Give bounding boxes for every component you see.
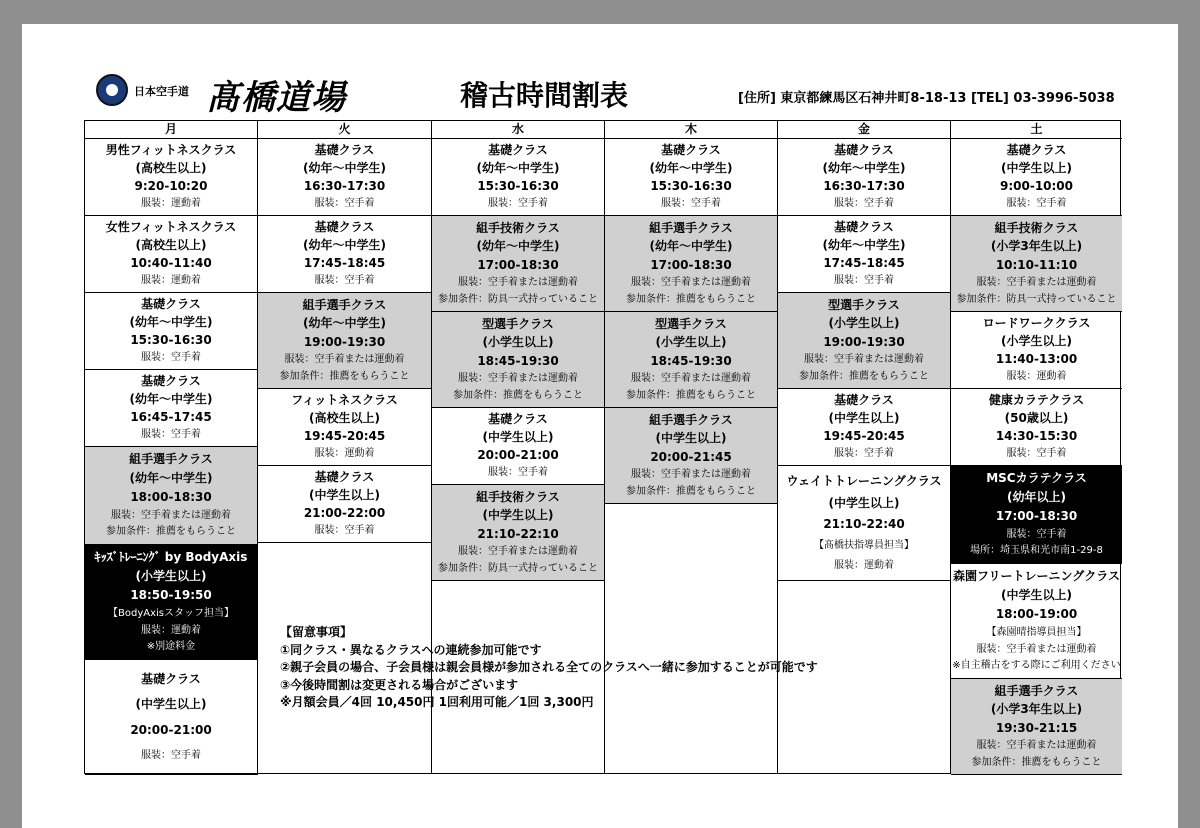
class-eligibility: (小学生以上): [655, 335, 727, 350]
class-name: 基礎クラス: [314, 220, 375, 235]
class-detail: 服装：空手着または運動着: [976, 277, 1097, 289]
class-name: 基礎クラス: [314, 143, 375, 158]
class-detail: 服装：空手着または運動着: [804, 354, 924, 366]
class-detail: 服装：空手着: [488, 467, 548, 479]
class-detail: 服装：空手着または運動着: [458, 373, 578, 385]
class-name: ロードワーククラス: [982, 316, 1091, 331]
class-time: 11:40-13:00: [995, 352, 1078, 367]
class-name: 型選手クラス: [655, 316, 727, 331]
note-item: ②親子会員の場合、子会員様は親会員様が参加される全てのクラスへ一緒に参加することが可能です: [280, 660, 818, 674]
class-detail: 参加条件：推薦をもらうこと: [453, 389, 583, 401]
class-time: 10:10-11:10: [995, 257, 1078, 272]
class-cell: [432, 408, 605, 485]
class-name: 型選手クラス: [482, 316, 554, 331]
class-detail: 参加条件：推薦をもらうこと: [626, 485, 756, 497]
class-eligibility: (高校生以上): [309, 411, 380, 426]
day-column: [85, 121, 258, 773]
class-cell: [258, 216, 432, 293]
class-time: 18:50-19:50: [130, 588, 212, 603]
class-time: 19:00-19:30: [823, 334, 905, 349]
day-header: 土: [951, 121, 1122, 139]
class-cell: [85, 370, 258, 447]
class-time: 15:30-16:30: [477, 179, 559, 194]
class-detail: 参加条件：防具一式持っていること: [438, 562, 598, 574]
class-detail: 服装：空手着または運動着: [976, 643, 1097, 655]
class-eligibility: (幼年～中学生): [129, 315, 213, 330]
class-time: 17:00-18:30: [477, 257, 559, 272]
class-cell: [951, 139, 1122, 216]
class-detail: 服装：運動着: [141, 275, 201, 287]
class-cell: [605, 216, 778, 312]
class-eligibility: (高校生以上): [135, 161, 207, 176]
class-cell: [432, 139, 605, 216]
class-name: ｷｯｽﾞﾄﾚｰﾆﾝｸﾞ by BodyAxis: [94, 550, 248, 565]
class-cell: [258, 466, 432, 543]
class-eligibility: (中学生以上): [135, 697, 207, 712]
class-eligibility: (幼年～中学生): [822, 238, 906, 253]
class-eligibility: (小学生以上): [482, 335, 554, 350]
class-name: 組手技術クラス: [476, 489, 560, 504]
class-cell: [951, 389, 1122, 466]
class-eligibility: (小学3年生以上): [990, 239, 1083, 254]
class-time: 19:00-19:30: [303, 334, 386, 349]
class-detail: 服装：空手着または運動着: [631, 373, 751, 385]
class-cell: [778, 389, 951, 466]
class-cell: [85, 139, 258, 216]
class-eligibility: (幼年～中学生): [649, 161, 733, 176]
class-time: 20:00-21:00: [477, 448, 559, 463]
day-header: 木: [605, 121, 778, 139]
class-eligibility: (中学生以上): [828, 411, 900, 426]
dojo-emblem-icon: [96, 74, 128, 106]
class-eligibility: (幼年～中学生): [476, 239, 560, 254]
address-phone: [住所] 東京都練馬区石神井町8-18-13 [TEL] 03-3996-5038: [738, 91, 1115, 106]
class-cell: [605, 408, 778, 504]
class-cell: [778, 216, 951, 293]
class-eligibility: (中学生以上): [1001, 588, 1072, 603]
class-detail: 参加条件：防具一式持っていること: [956, 293, 1117, 305]
class-detail: 服装：空手着: [141, 749, 201, 761]
class-detail: 参加条件：推薦をもらうこと: [971, 756, 1102, 768]
class-detail: 服装：空手着: [661, 198, 721, 210]
class-time: 19:30-21:15: [995, 720, 1078, 735]
class-eligibility: (幼年以上): [1007, 489, 1066, 504]
class-name: 基礎クラス: [834, 143, 894, 158]
class-name: 基礎クラス: [141, 671, 201, 686]
class-eligibility: (中学生以上): [828, 495, 900, 510]
class-name: 基礎クラス: [314, 470, 375, 485]
class-name: 女性フィットネスクラス: [105, 220, 237, 235]
class-cell: [432, 485, 605, 581]
note-item: ①同クラス・異なるクラスへの連続参加可能です: [280, 642, 542, 657]
class-time: 17:00-18:30: [650, 257, 732, 272]
class-detail: 参加条件：推薦をもらうこと: [279, 370, 410, 382]
day-column: [951, 121, 1122, 773]
class-eligibility: (幼年～中学生): [129, 470, 213, 485]
class-time: 18:00-19:00: [995, 607, 1078, 622]
class-name: 型選手クラス: [828, 297, 900, 312]
class-eligibility: (幼年～中学生): [303, 161, 386, 176]
class-detail: 服装：空手着または運動着: [458, 546, 578, 558]
class-name: 基礎クラス: [488, 412, 548, 427]
class-time: 18:00-18:30: [130, 489, 212, 504]
class-time: 16:30-17:30: [823, 179, 905, 194]
class-time: 10:40-11:40: [130, 256, 212, 271]
class-detail: 服装：空手着: [314, 198, 375, 210]
class-name: ウェイトトレーニングクラス: [786, 473, 942, 488]
class-name: 男性フィットネスクラス: [105, 143, 237, 158]
class-detail: 服装：空手着: [314, 275, 375, 287]
notes-heading: 【留意事項】: [280, 625, 353, 639]
class-cell: [605, 139, 778, 216]
class-detail: 服装：運動着: [141, 624, 201, 636]
class-detail: ※別途料金: [146, 641, 196, 653]
class-detail: 服装：空手着または運動着: [976, 740, 1097, 752]
class-detail: 参加条件：防具一式持っていること: [438, 293, 598, 305]
class-cell: [85, 660, 258, 775]
class-detail: 【髙橋扶指導員担当】: [814, 540, 914, 552]
class-time: 21:00-22:00: [303, 506, 386, 521]
class-time: 21:10-22:10: [477, 526, 559, 541]
class-time: 14:30-15:30: [995, 429, 1078, 444]
class-name: 基礎クラス: [488, 143, 548, 158]
class-name: 組手選手クラス: [649, 220, 733, 235]
class-cell: [778, 139, 951, 216]
class-cell: [951, 564, 1122, 679]
class-time: 17:45-18:45: [303, 256, 386, 271]
class-cell: [432, 312, 605, 408]
class-name: 組手技術クラス: [476, 220, 560, 235]
class-cell: [85, 545, 258, 660]
class-time: 9:00-10:00: [999, 179, 1074, 194]
class-detail: 服装：空手着: [834, 448, 894, 460]
class-eligibility: (中学生以上): [309, 488, 380, 503]
notes-section: [280, 624, 818, 712]
class-detail: 服装：運動着: [1006, 371, 1067, 383]
class-cell: [951, 466, 1122, 564]
class-eligibility: (幼年～中学生): [303, 316, 386, 331]
class-time: 19:45-20:45: [303, 429, 386, 444]
class-detail: 服装：空手着: [141, 429, 201, 441]
class-detail: 参加条件：推薦をもらうこと: [799, 370, 929, 382]
class-time: 19:45-20:45: [823, 429, 905, 444]
class-cell: [258, 293, 432, 389]
class-name: 組手選手クラス: [649, 412, 733, 427]
class-time: 17:00-18:30: [995, 508, 1078, 523]
class-eligibility: (中学生以上): [482, 430, 554, 445]
class-cell: [85, 216, 258, 293]
class-eligibility: (中学生以上): [482, 508, 554, 523]
class-eligibility: (50歳以上): [1004, 411, 1069, 426]
class-detail: 服装：空手着: [314, 525, 375, 537]
class-cell: [778, 466, 951, 581]
class-detail: 服装：空手着または運動着: [631, 469, 751, 481]
class-time: 20:00-21:00: [130, 723, 212, 738]
class-detail: 服装：空手着: [1006, 448, 1067, 460]
class-detail: 場所：埼玉県和光市南1-29-8: [970, 545, 1103, 557]
class-eligibility: (幼年～中学生): [649, 239, 733, 254]
class-cell: [605, 312, 778, 408]
class-name: 基礎クラス: [834, 220, 894, 235]
class-detail: 服装：空手着または運動着: [631, 277, 751, 289]
class-detail: 服装：空手着: [834, 275, 894, 287]
day-header: 火: [258, 121, 432, 139]
timetable-sheet: [22, 24, 1178, 828]
class-eligibility: (高校生以上): [135, 238, 207, 253]
class-eligibility: (小学生以上): [135, 569, 207, 584]
class-eligibility: (小学3年生以上): [990, 702, 1083, 717]
class-detail: 服装：空手着または運動着: [111, 509, 231, 521]
class-detail: 服装：空手着または運動着: [458, 277, 578, 289]
class-name: 組手技術クラス: [994, 220, 1079, 235]
note-item: ※月額会員／4回 10,450円 1回利用可能／1回 3,300円: [280, 695, 594, 709]
class-time: 16:45-17:45: [130, 410, 212, 425]
class-cell: [432, 216, 605, 312]
class-detail: 参加条件：推薦をもらうこと: [106, 526, 236, 538]
class-name: 基礎クラス: [141, 374, 201, 389]
class-detail: 参加条件：推薦をもらうこと: [626, 389, 756, 401]
class-time: 9:20-10:20: [134, 179, 208, 194]
class-name: MSCカラテクラス: [986, 471, 1087, 486]
class-time: 18:45-19:30: [650, 353, 732, 368]
class-name: 基礎クラス: [141, 297, 201, 312]
class-name: 健康カラテクラス: [988, 393, 1085, 408]
class-cell: [951, 679, 1122, 775]
class-detail: 参加条件：推薦をもらうこと: [626, 293, 756, 305]
day-header: 水: [432, 121, 605, 139]
class-cell: [85, 293, 258, 370]
dojo-logo-name: 髙橋道場: [206, 78, 346, 118]
class-eligibility: (小学生以上): [1001, 334, 1072, 349]
class-detail: 【BodyAxisスタッフ担当】: [108, 608, 234, 620]
class-name: 組手選手クラス: [302, 297, 387, 312]
class-time: 16:30-17:30: [303, 179, 386, 194]
class-detail: ※自主稽古をする際にご利用ください: [952, 660, 1121, 672]
class-time: 15:30-16:30: [130, 333, 212, 348]
class-cell: [258, 139, 432, 216]
note-item: ③今後時間割は変更される場合がございます: [280, 677, 519, 692]
class-detail: 服装：運動着: [141, 198, 201, 210]
class-detail: 服装：空手着: [1006, 198, 1067, 210]
class-cell: [85, 447, 258, 545]
class-detail: 服装：空手着: [1006, 528, 1067, 540]
class-detail: 服装：空手着または運動着: [284, 354, 405, 366]
class-cell: [951, 312, 1122, 389]
class-time: 20:00-21:45: [650, 449, 732, 464]
class-detail: 服装：空手着: [488, 198, 548, 210]
class-name: 森園フリートレーニングクラス: [953, 569, 1120, 584]
class-cell: [951, 216, 1122, 312]
class-eligibility: (幼年～中学生): [303, 238, 386, 253]
class-name: 組手選手クラス: [994, 683, 1079, 698]
class-eligibility: (中学生以上): [655, 431, 727, 446]
class-detail: 服装：空手着: [141, 352, 201, 364]
class-detail: 服装：空手着: [834, 198, 894, 210]
class-time: 18:45-19:30: [477, 353, 559, 368]
class-time: 21:10-22:40: [823, 517, 905, 532]
class-name: 基礎クラス: [661, 143, 721, 158]
page-title: 稽古時間割表: [460, 79, 629, 112]
class-detail: 服装：運動着: [834, 559, 894, 571]
class-name: 基礎クラス: [834, 393, 894, 408]
logo-subtitle: 日本空手道: [134, 85, 189, 98]
class-eligibility: (中学生以上): [1001, 161, 1072, 176]
class-detail: 【森園晴指導員担当】: [986, 627, 1087, 639]
class-eligibility: (幼年～中学生): [476, 161, 560, 176]
class-time: 15:30-16:30: [650, 179, 732, 194]
class-time: 17:45-18:45: [823, 256, 905, 271]
class-name: 基礎クラス: [1006, 143, 1067, 158]
class-eligibility: (幼年～中学生): [129, 392, 213, 407]
day-header: 月: [85, 121, 258, 139]
class-eligibility: (幼年～中学生): [822, 161, 906, 176]
class-cell: [258, 389, 432, 466]
class-name: 組手選手クラス: [129, 452, 213, 467]
class-name: フィットネスクラス: [291, 393, 398, 408]
class-detail: 服装：運動着: [314, 448, 375, 460]
day-header: 金: [778, 121, 951, 139]
class-cell: [778, 293, 951, 389]
class-eligibility: (小学生以上): [828, 316, 900, 331]
